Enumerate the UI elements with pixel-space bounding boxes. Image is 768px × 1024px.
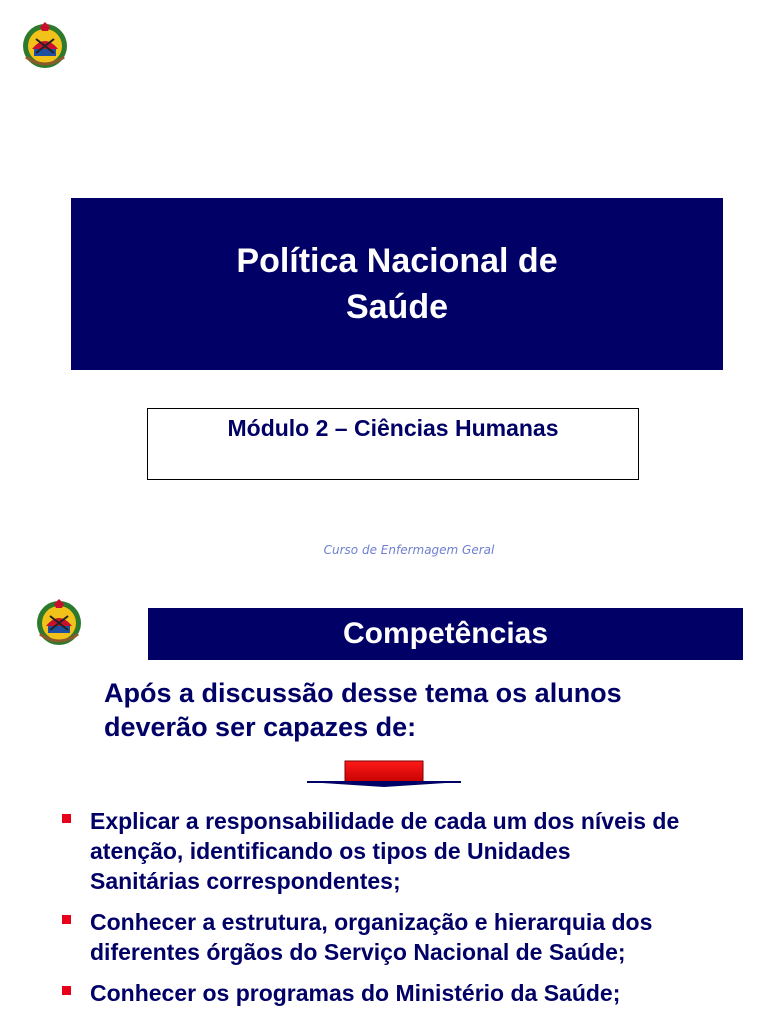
heading-text: Competências <box>342 617 549 650</box>
bullet-2-line-2: diferentes órgãos do Serviço Nacional de Saúde; <box>90 939 626 965</box>
module-box <box>147 408 639 480</box>
down-arrow-icon <box>305 760 463 788</box>
bullet-1-line-3: Sanitárias correspondentes; <box>90 868 401 894</box>
title-line-1: Política Nacional de <box>236 242 558 280</box>
square-bullet-icon <box>62 915 71 924</box>
list-item <box>60 978 760 1008</box>
coat-of-arms-icon <box>20 19 70 71</box>
course-footer: Curso de Enfermagem Geral <box>323 543 495 557</box>
module-label: Módulo 2 – Ciências Humanas <box>227 415 559 441</box>
intro-text <box>104 676 744 744</box>
list-item <box>60 907 760 967</box>
intro-line-2: deverão ser capazes de: <box>104 712 417 742</box>
competencies-slide <box>0 580 768 1024</box>
title-line-2: Saúde <box>345 288 449 326</box>
competencies-list <box>60 806 760 1019</box>
coat-of-arms-icon <box>34 596 84 648</box>
intro-line-1: Após a discussão desse tema os alunos <box>104 678 622 708</box>
square-bullet-icon <box>62 814 71 823</box>
bullet-1-line-1: Explicar a responsabilidade de cada um dos níveis de <box>90 808 680 834</box>
list-item <box>60 806 760 896</box>
bullet-2-line-1: Conhecer a estrutura, organização e hierarquia dos <box>90 909 653 935</box>
competencies-heading <box>148 608 743 660</box>
bullet-3-line-1: Conhecer os programas do Ministério da Saúde; <box>90 980 621 1006</box>
title-banner <box>71 198 723 370</box>
square-bullet-icon <box>62 986 71 995</box>
bullet-1-line-2: atenção, identificando os tipos de Unidades <box>90 838 571 864</box>
